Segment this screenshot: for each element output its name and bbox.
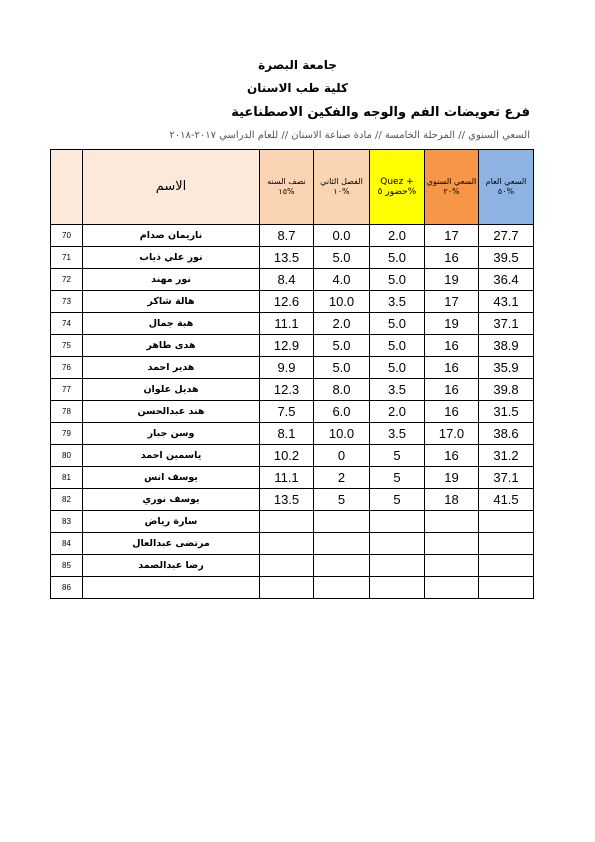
half-year-grade xyxy=(260,577,314,599)
student-name: هند عبدالحسن xyxy=(83,401,260,423)
annual-grade: 19 xyxy=(425,467,479,489)
student-name: هديل علوان xyxy=(83,379,260,401)
annual-grade: 18 xyxy=(425,489,479,511)
row-number: 72 xyxy=(51,269,83,291)
half-year-grade: 10.2 xyxy=(260,445,314,467)
student-name: ياسمين احمد xyxy=(83,445,260,467)
second-term-grade: 8.0 xyxy=(314,379,370,401)
second-term-grade: 6.0 xyxy=(314,401,370,423)
row-number: 86 xyxy=(51,577,83,599)
second-term-grade: 5.0 xyxy=(314,357,370,379)
table-row xyxy=(51,489,534,511)
quiz-grade xyxy=(370,555,425,577)
second-term-grade: 5.0 xyxy=(314,335,370,357)
row-number: 82 xyxy=(51,489,83,511)
half-year-grade xyxy=(260,511,314,533)
half-year-grade: 11.1 xyxy=(260,313,314,335)
student-name: هالة شاكر xyxy=(83,291,260,313)
college-title: كلية طب الاسنان xyxy=(247,81,348,95)
total-grade: 37.1 xyxy=(479,313,534,335)
table-row xyxy=(51,445,534,467)
header-total: السعي العام ٥٠% xyxy=(479,150,534,225)
half-year-grade xyxy=(260,555,314,577)
table-row xyxy=(51,291,534,313)
half-year-grade: 12.9 xyxy=(260,335,314,357)
annual-grade: 17 xyxy=(425,291,479,313)
second-term-grade: 10.0 xyxy=(314,423,370,445)
second-term-grade xyxy=(314,555,370,577)
second-term-grade: 2 xyxy=(314,467,370,489)
student-name: نور علي ذياب xyxy=(83,247,260,269)
annual-grade xyxy=(425,533,479,555)
student-name: هدير احمد xyxy=(83,357,260,379)
header-second-term: الفصل الثاني ١٠% xyxy=(314,150,370,225)
total-grade: 31.5 xyxy=(479,401,534,423)
quiz-grade xyxy=(370,511,425,533)
quiz-grade: 5 xyxy=(370,489,425,511)
annual-grade: 16 xyxy=(425,247,479,269)
row-number: 74 xyxy=(51,313,83,335)
second-term-grade xyxy=(314,533,370,555)
table-row xyxy=(51,555,534,577)
annual-grade: 19 xyxy=(425,269,479,291)
annual-grade: 16 xyxy=(425,401,479,423)
quiz-grade: 2.0 xyxy=(370,225,425,247)
quiz-grade: 5.0 xyxy=(370,357,425,379)
half-year-grade: 13.5 xyxy=(260,489,314,511)
header-name: الاسم xyxy=(83,150,260,225)
total-grade: 39.8 xyxy=(479,379,534,401)
student-name: رضا عبدالصمد xyxy=(83,555,260,577)
second-term-grade xyxy=(314,511,370,533)
annual-grade: 16 xyxy=(425,379,479,401)
quiz-grade: 5.0 xyxy=(370,247,425,269)
row-number: 71 xyxy=(51,247,83,269)
total-grade: 43.1 xyxy=(479,291,534,313)
table-row xyxy=(51,357,534,379)
student-name: ناريمان صدام xyxy=(83,225,260,247)
total-grade xyxy=(479,533,534,555)
header-half-year: نصف السنه ١٥% xyxy=(260,150,314,225)
quiz-grade: 5 xyxy=(370,467,425,489)
table-row xyxy=(51,225,534,247)
header-quiz: Quez + حضور ٥% xyxy=(370,150,425,225)
student-name: هدى طاهر xyxy=(83,335,260,357)
student-name xyxy=(83,577,260,599)
total-grade xyxy=(479,511,534,533)
annual-grade: 17 xyxy=(425,225,479,247)
row-number: 73 xyxy=(51,291,83,313)
total-grade: 39.5 xyxy=(479,247,534,269)
grades-table xyxy=(50,149,534,599)
student-name: هبة جمال xyxy=(83,313,260,335)
header-annual: السعي السنوي ٢٠% xyxy=(425,150,479,225)
row-number: 75 xyxy=(51,335,83,357)
total-grade: 31.2 xyxy=(479,445,534,467)
total-grade: 38.9 xyxy=(479,335,534,357)
row-number: 84 xyxy=(51,533,83,555)
table-row xyxy=(51,379,534,401)
table-row xyxy=(51,269,534,291)
second-term-grade xyxy=(314,577,370,599)
table-row xyxy=(51,467,534,489)
half-year-grade xyxy=(260,533,314,555)
table-row xyxy=(51,423,534,445)
total-grade: 36.4 xyxy=(479,269,534,291)
quiz-grade: 5 xyxy=(370,445,425,467)
annual-grade: 16 xyxy=(425,335,479,357)
table-row xyxy=(51,313,534,335)
second-term-grade: 5.0 xyxy=(314,247,370,269)
second-term-grade: 0.0 xyxy=(314,225,370,247)
table-row xyxy=(51,577,534,599)
total-grade: 27.7 xyxy=(479,225,534,247)
second-term-grade: 5 xyxy=(314,489,370,511)
second-term-grade: 4.0 xyxy=(314,269,370,291)
half-year-grade: 8.4 xyxy=(260,269,314,291)
annual-grade xyxy=(425,555,479,577)
row-number: 76 xyxy=(51,357,83,379)
student-name: نور مهند xyxy=(83,269,260,291)
half-year-grade: 8.7 xyxy=(260,225,314,247)
quiz-grade xyxy=(370,577,425,599)
table-row xyxy=(51,335,534,357)
half-year-grade: 9.9 xyxy=(260,357,314,379)
quiz-grade: 2.0 xyxy=(370,401,425,423)
half-year-grade: 7.5 xyxy=(260,401,314,423)
row-number: 79 xyxy=(51,423,83,445)
half-year-grade: 12.6 xyxy=(260,291,314,313)
document-subtitle: السعي السنوي // المرحلة الخامسة // مادة صناعة الاسنان // للعام الدراسي ٢٠١٧-٢٠١٨ xyxy=(169,130,530,141)
second-term-grade: 0 xyxy=(314,445,370,467)
annual-grade xyxy=(425,577,479,599)
grades-table-body xyxy=(51,225,534,599)
row-number: 70 xyxy=(51,225,83,247)
annual-grade: 19 xyxy=(425,313,479,335)
table-row xyxy=(51,401,534,423)
row-number: 78 xyxy=(51,401,83,423)
annual-grade: 16 xyxy=(425,357,479,379)
student-name: يوسف انس xyxy=(83,467,260,489)
student-name: يوسف نوري xyxy=(83,489,260,511)
total-grade xyxy=(479,577,534,599)
total-grade: 35.9 xyxy=(479,357,534,379)
annual-grade xyxy=(425,511,479,533)
row-number: 83 xyxy=(51,511,83,533)
table-row xyxy=(51,511,534,533)
quiz-grade: 3.5 xyxy=(370,379,425,401)
department-title: فرع تعويضات الفم والوجه والفكين الاصطناعية xyxy=(231,105,530,120)
row-number: 81 xyxy=(51,467,83,489)
total-grade: 38.6 xyxy=(479,423,534,445)
total-grade: 37.1 xyxy=(479,467,534,489)
quiz-grade: 5.0 xyxy=(370,269,425,291)
half-year-grade: 13.5 xyxy=(260,247,314,269)
table-row xyxy=(51,533,534,555)
student-name: سارة رياض xyxy=(83,511,260,533)
quiz-grade: 3.5 xyxy=(370,423,425,445)
annual-grade: 17.0 xyxy=(425,423,479,445)
row-number: 77 xyxy=(51,379,83,401)
quiz-grade: 5.0 xyxy=(370,335,425,357)
header-number xyxy=(51,150,83,225)
second-term-grade: 2.0 xyxy=(314,313,370,335)
total-grade xyxy=(479,555,534,577)
total-grade: 41.5 xyxy=(479,489,534,511)
annual-grade: 16 xyxy=(425,445,479,467)
half-year-grade: 8.1 xyxy=(260,423,314,445)
header-row xyxy=(51,150,534,225)
quiz-grade xyxy=(370,533,425,555)
half-year-grade: 11.1 xyxy=(260,467,314,489)
half-year-grade: 12.3 xyxy=(260,379,314,401)
student-name: وسن جبار xyxy=(83,423,260,445)
table-row xyxy=(51,247,534,269)
row-number: 85 xyxy=(51,555,83,577)
quiz-grade: 5.0 xyxy=(370,313,425,335)
second-term-grade: 10.0 xyxy=(314,291,370,313)
university-title: جامعة البصرة xyxy=(258,58,337,72)
row-number: 80 xyxy=(51,445,83,467)
student-name: مرتضى عبدالعال xyxy=(83,533,260,555)
quiz-grade: 3.5 xyxy=(370,291,425,313)
